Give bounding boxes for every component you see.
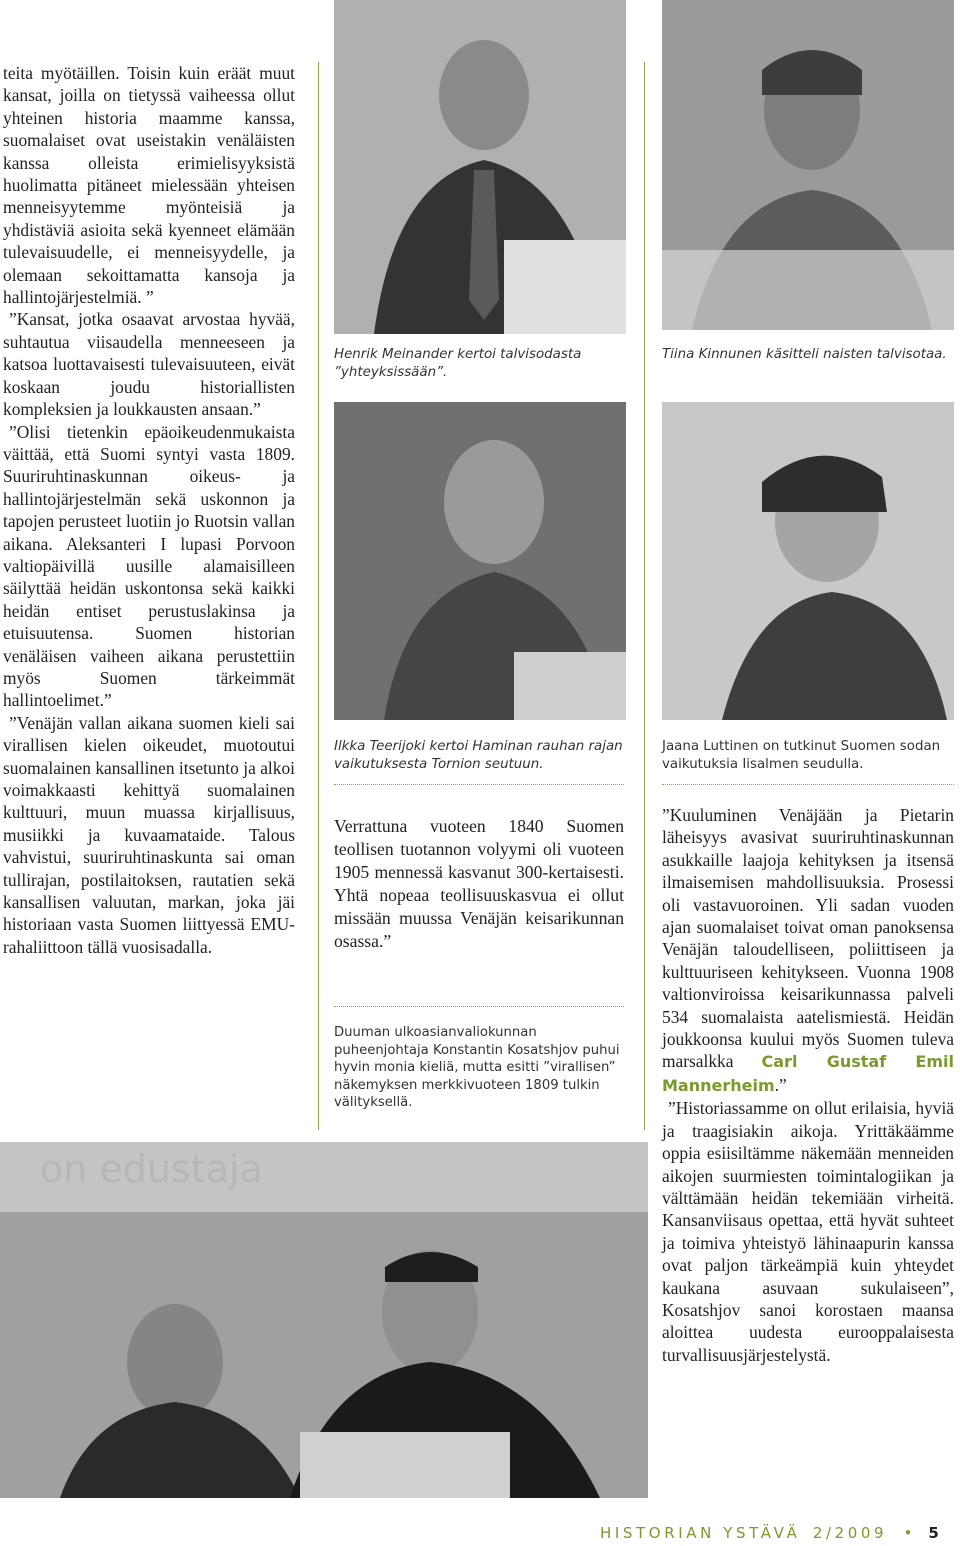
photo-caption: Duuman ulkoasianvaliokunnan puheenjohtaja Konstantin Kosatshjov puhui hyvin monia kieliä, mutta esitti ”virallisen” näkemyksen merkkivuoteen 1809 tulkin välityksellä. [334,1025,620,1110]
photo-tiina-kinnunen [662,0,954,330]
body-paragraph: Verrattuna vuoteen 1840 Suomen teollisen tuotannon volyymi oli vuoteen 1905 mennessä kasvanut 300-kertaisesti. Yhtä nopeaa teollisuuskasvua ei ollut missään muussa Venäjän keisarikunnan osassa.” [334,816,624,951]
page-number: 5 [928,1524,943,1542]
article-column-1 [3,62,295,958]
column-divider [318,62,319,1130]
dotted-separator [662,784,954,785]
separator-bullet: • [903,1524,917,1542]
magazine-name: HISTORIAN YSTÄVÄ [600,1524,801,1542]
body-paragraph: ”Olisi tietenkin epäoikeudenmukaista väittää, että Suomi syntyi vasta 1809. Suuriruhtinaskunnan oikeus- ja hallintojärjestelmän sekä uskonnon ja tapojen perusteet luotiin jo Ruotsin vallan aikana. Aleksanteri I lupasi Porvoon valtiopäivillä uusille alamaisilleen säilyttää heidän uskontonsa sekä kaikki heidän entiset perustuslakinsa ja etuisuutensa. Suomen historian venäläisen vaiheen aikana perustettiin myös Suomen tärkeimmät hallintoelimet.” [3,421,295,711]
body-paragraph [662,804,954,1097]
photo-caption: Jaana Luttinen on tutkinut Suomen sodan vaikutuksia Iisalmen seudulla. [662,739,941,772]
article-column-3 [662,804,954,1366]
photo-caption: Tiina Kinnunen käsitteli naisten talvisotaa. [662,347,947,362]
page-footer [600,1524,952,1542]
photo-caption: Ilkka Teerijoki kertoi Haminan rauhan rajan vaikutuksesta Tornion seutuun. [334,739,623,772]
photo-jaana-luttinen [662,402,954,720]
body-text: ”Kuuluminen Venäjään ja Pietarin läheisyys avasivat suuriruhtinaskunnan asukkaille laajoja kehityksen ja itsensä ilmaisemisen mahdollisuuksia. Prosessi oli vastavuoroinen. Yli sadan vuoden ajan suomalaiset toivat oman panoksensa Venäjän taloudelliseen, poliittiseen ja kulttuuriseen kehitykseen. Vuonna 1908 valtionviroissa keisarikunnassa palveli 534 suomalaista aatelismiestä. Heidän joukkoonsa kuului myös Suomen tuleva marsalkka [662,805,954,1072]
photo-caption: Henrik Meinander kertoi talvisodasta ”yhteyksissään”. [334,347,582,380]
body-paragraph: ”Historiassamme on ollut erilaisia, hyviä ja traagisiakin aikoja. Yrittäkäämme oppia esiisiltämme näkemään menneiden aikojen suurmiesten toimintalogiikan ja välttämään heidän tekemiään virheitä. Kansanviisaus opettaa, että hyvät suhteet ja toimiva yhteistyö lähinaapurin kanssa ovat paljon tärkeämpiä kuin yhteydet kaukana asuvaan sukulaiseen”, Kosatshjov sanoi korostaen maansa aloittea uudesta eurooppalaisesta turvallisuusjärjestelystä. [662,1098,954,1365]
article-column-2 [334,815,624,953]
highlighted-name: Carl Gustaf Emil Mannerheim [662,1052,954,1095]
photo-henrik-meinander [334,0,626,334]
photo-ilkka-teerijoki [334,402,626,720]
dotted-separator [334,784,624,785]
body-paragraph: ”Venäjän vallan aikana suomen kieli sai virallisen kielen oikeudet, muotoutui suomalainen kansallinen itsetunto ja alkoi voimakkaasti kehittyä suomalainen kulttuuri, muun muassa kirjallisuus, musiikki ja kuvaamataide. Talous vahvistui, suuriruhtinaskunta sai oman tullirajan, postilaitoksen, rautatien sekä kansallisen valuutan, markan, joka jäi historiaan vasta Suomen liittyessä EMU-rahaliittoon tällä vuosisadalla. [3,712,295,957]
column-divider [644,62,645,1130]
dotted-separator [334,1006,624,1007]
body-paragraph: ”Kansat, jotka osaavat arvostaa hyvää, suhtautua viisaudella menneeseen ja katsoa luottavaisesti tulevaisuuteen, eivät koskaan joudu historiallisten kompleksien ja loukkausten ansaan.” [3,309,295,420]
issue-number: 2/2009 [812,1524,888,1542]
svg-text:on edustaja: on edustaja [40,1147,263,1191]
photo-konstantin-kosatshjov [0,1142,648,1498]
body-text: .” [774,1074,787,1095]
body-paragraph: teita myötäillen. Toisin kuin eräät muut kansat, joilla on tietyssä vaiheessa ollut yhteinen historia maamme kanssa, suomalaiset ovat useistakin venäläisten kanssa olleista erimielisyyksistä huolimatta pitäneet mielessään yhteisen menneisyytemme myönteisiä ja yhdistäviä asioita sekä kyenneet elämään tulevaisuudelle, ei menneisyydelle, ja olemaan sekoittamatta kansoja ja hallintojärjestelmiä. ” [3,63,295,308]
